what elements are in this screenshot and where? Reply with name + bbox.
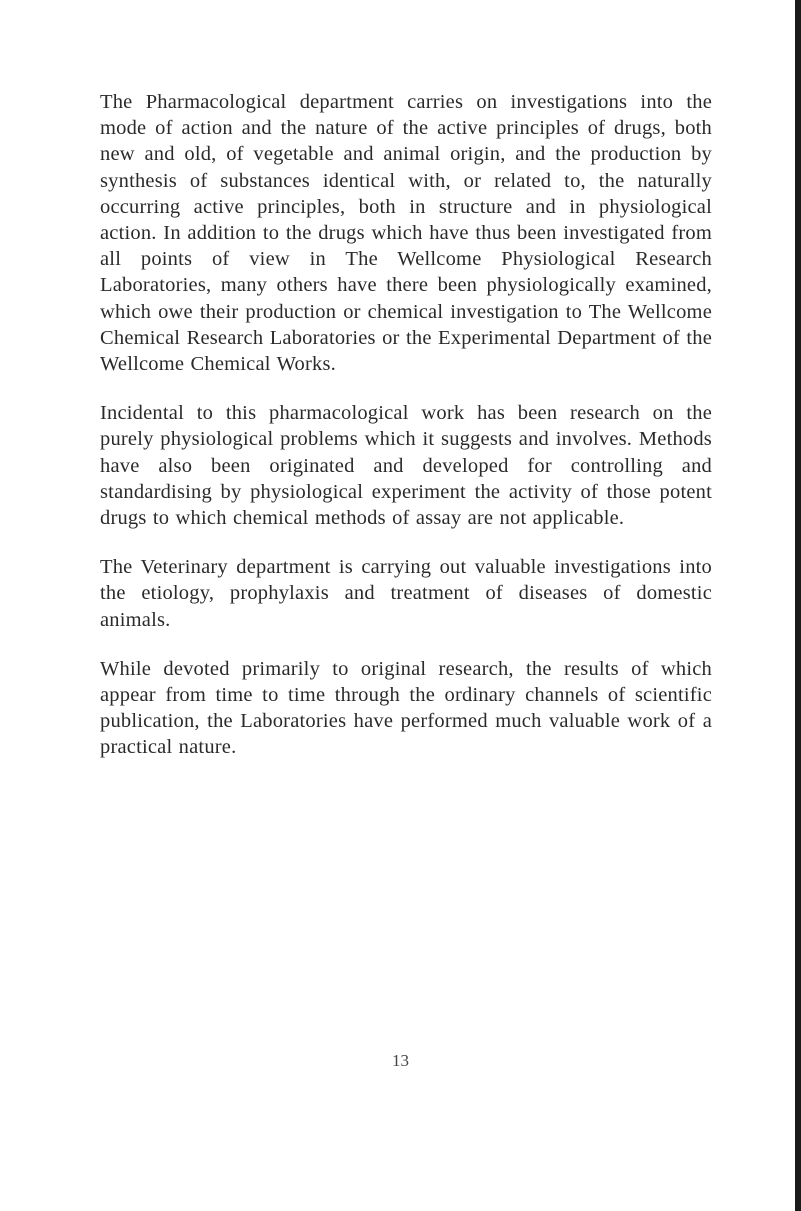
scan-edge-border [795,0,801,1211]
page-number: 13 [392,1051,409,1070]
paragraph-veterinary: The Veterinary department is carrying out valuable investigations into the etiology, prophylaxis and treatment of diseases of domestic animals. [100,556,712,631]
paragraph-practical-work: While devoted primarily to original research, the results of which appear from time to time through the ordinary channels of scientific publication, the Laboratories have performed much valuable work of a practical nature. [100,657,712,759]
paragraph-physiological-research: Incidental to this pharmacological work has been research on the purely physiological problems which it suggests and involves. Methods have also been originated and developed for controlling and standardising by physiological experiment the activity of those potent drugs to which chemical methods of assay are not applicable. [100,402,712,530]
body-text [100,89,712,784]
paragraph-pharmacological: The Pharmacological department carries on investigations into the mode of action and the nature of the active principles of drugs, both new and old, of vegetable and animal origin, and the production by synthesis of substances identical with, or related to, the naturally occurring active principles, both in structure and in physiological action. In addition to the drugs which have thus been investigated from all points of view in The Wellcome Physiological Research Laboratories, many others have there been physiologically examined, which owe their production or chemical investigation to The Wellcome Chemical Research Laboratories or the Experimental Department of the Wellcome Chemical Works. [100,91,712,376]
